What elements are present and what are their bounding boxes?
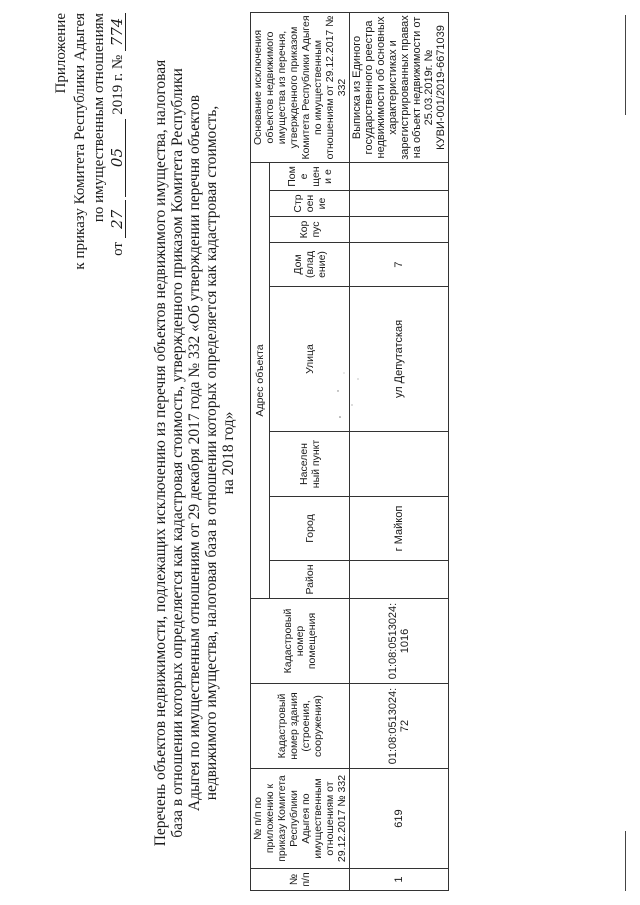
cell-building bbox=[350, 191, 449, 217]
header-basis: Основание исключения объектов недвижимого имущества из перечня, утвержденного приказом Комитета Республики Адыгея по имущественным отношениям от 29.12.2017 № 332 bbox=[251, 12, 350, 162]
cell-room-cadastral: 01:08:0513024:1016 bbox=[350, 599, 449, 684]
cell-city: г Майкоп bbox=[350, 497, 449, 561]
header-row-1 bbox=[251, 12, 270, 890]
scan-edge-line-left bbox=[625, 831, 626, 891]
date-month: 05 bbox=[110, 119, 126, 197]
cell-house: 7 bbox=[350, 243, 449, 287]
cell-street: ул Депутатская bbox=[350, 287, 449, 432]
header-address: Адрес объекта bbox=[251, 162, 270, 598]
cell-no: 1 bbox=[350, 869, 449, 891]
document-title bbox=[152, 15, 237, 891]
title-line-5: на 2018 год» bbox=[220, 411, 237, 495]
appendix-title: Приложение bbox=[53, 13, 69, 94]
title-line-3: Адыгея по имущественным отношениям от 29 декабря 2017 года № 332 «Об утверждении перечня объектов bbox=[186, 94, 203, 812]
table-row bbox=[350, 12, 449, 890]
header-room-cadastral: Кадастровый номер помещения bbox=[251, 599, 350, 684]
scan-noise-specks bbox=[330, 365, 370, 425]
scan-edge-line-right bbox=[625, 15, 626, 115]
cell-korpus bbox=[350, 217, 449, 243]
header-ref-no: № п/п по приложению к приказу Комитета Республики Адыгея по имущественным отношениям от 29.12.2017 № 332 bbox=[251, 769, 350, 869]
cell-basis: Выписка из Единого государственного реестра недвижимости об основных характеристиках и зарегистрированных правах на объект недвижимости от 25.03.2019г. № КУВИ-001/2019-6671039 bbox=[350, 12, 449, 162]
order-number: 774 bbox=[110, 13, 126, 51]
cell-room bbox=[350, 162, 449, 190]
appendix-heading bbox=[52, 13, 128, 313]
appendix-order-line: к приказу Комитета Республики Адыгея bbox=[72, 13, 88, 270]
header-city: Город bbox=[270, 497, 350, 561]
title-line-1: Перечень объектов недвижимости, подлежащих исключению из перечня объектов недвижимого имущества, налоговая bbox=[152, 59, 169, 847]
cell-building-cadastral: 01:08:0513024:72 bbox=[350, 684, 449, 769]
header-building: Стр оен ие bbox=[270, 191, 350, 217]
objects-table bbox=[250, 12, 449, 891]
header-district: Район bbox=[270, 561, 350, 599]
header-street: Улица bbox=[270, 287, 350, 432]
header-room: Поме щени е bbox=[270, 162, 350, 190]
cell-settlement bbox=[350, 432, 449, 497]
header-settlement: Населен ный пункт bbox=[270, 432, 350, 497]
cell-ref-no: 619 bbox=[350, 769, 449, 869]
appendix-committee-line: по имущественным отношениям bbox=[91, 13, 107, 223]
date-prefix: от bbox=[110, 242, 126, 256]
date-year-number-label: 2019 г. № bbox=[110, 54, 126, 115]
title-line-2: база в отношении которых определяется как кадастровая стоимость, утвержденного приказом Комитета Республики bbox=[169, 68, 186, 838]
header-building-cadastral: Кадастровый номер здания (строения, сооружения) bbox=[251, 684, 350, 769]
appendix-date-line bbox=[109, 13, 128, 313]
header-korpus: Кор пус bbox=[270, 217, 350, 243]
header-no: № п/п bbox=[251, 869, 350, 891]
date-day: 27 bbox=[110, 200, 126, 238]
header-house: Дом (влад ение) bbox=[270, 243, 350, 287]
cell-district bbox=[350, 561, 449, 599]
title-line-4: недвижимого имущества, налоговая база в отношении которых определяется как кадастровая стоимость, bbox=[203, 105, 220, 801]
